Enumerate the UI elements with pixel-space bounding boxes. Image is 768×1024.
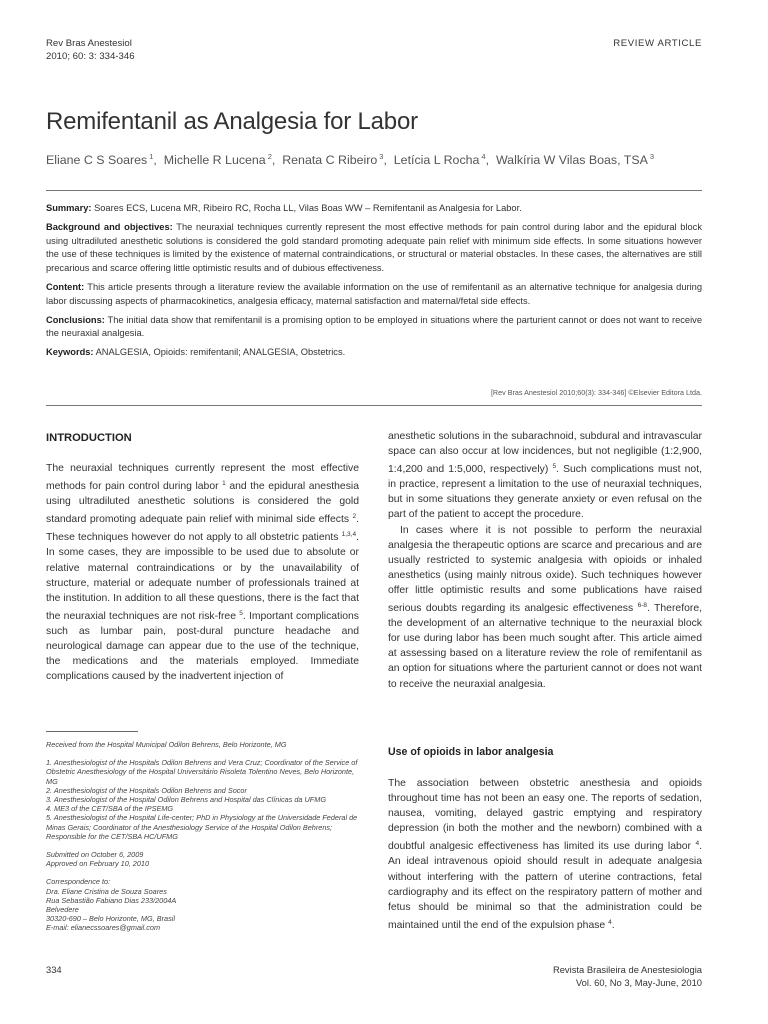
author-separator: , <box>153 153 157 167</box>
left-column-body <box>46 461 359 684</box>
background-text: The neuraxial techniques currently represent the most effective methods for pain control during labor and the epidural block using ultradiluted anesthetic solutions is considered the gold standard promoting adequate pain relief with minimum side effects. In some situations however the use of these techniques is limited by the existence of maternal contraindications, or structural or material obstacles. In these cases, the alternatives are still precarious and scarce offering little optimistic results and of dubious effectiveness. <box>46 221 702 274</box>
text-run: . Important complications such as lumbar pain, post-dural puncture headache and neurological damage can appear due to the use of the technique, the medications and the materials employed. Immediate complications caused by the inadvertent injection of <box>46 610 359 683</box>
footer-journal-name: Revista Brasileira de Anestesiologia <box>552 964 702 975</box>
summary-label: Summary: <box>46 203 92 213</box>
author-affiliation-mark: 3 <box>649 152 655 161</box>
abstract-content <box>46 281 702 309</box>
correspondence-email: E-mail: elianecssoares@gmail.com <box>46 923 161 933</box>
abstract <box>46 202 702 360</box>
right-column-body <box>388 429 702 692</box>
keywords-text: ANALGESIA, Opioids: remifentanil; ANALGESIA, Obstetrics. <box>95 347 346 358</box>
received-from: Received from the Hospital Municipal Odilon Behrens, Belo Horizonte, MG <box>46 740 287 749</box>
author-name: Eliane C S Soares <box>46 153 148 167</box>
text-run: . In some cases, they are impossible to be used due to absolute or relative maternal contraindications or by the unavailability of structure, material or adequate number of professionals trained at the institution. In addition to all these questions, there is the fact that the neuraxial techniques are not risk-free <box>46 532 359 622</box>
summary-text: Soares ECS, Lucena MR, Ribeiro RC, Rocha LL, Vilas Boas WW – Remifentanil as Analgesia for Labor. <box>94 203 522 213</box>
author-affiliation-mark: 3 <box>379 152 384 161</box>
correspondence-line: Dra. Eliane Cristina de Souza Soares <box>46 886 167 896</box>
abstract-keywords <box>46 346 702 360</box>
author-name: Letícia L Rocha <box>393 153 480 167</box>
section-heading-introduction: INTRODUCTION <box>46 432 132 444</box>
divider-top <box>46 190 702 191</box>
article-title: Remifentanil as Analgesia for Labor <box>46 108 418 135</box>
reference-mark: 6-8 <box>637 602 647 610</box>
conclusions-text: The initial data show that remifentanil is a promising option to be employed in situations where the parturient cannot or does not want to receive the neuraxial analgesia. <box>46 314 702 339</box>
citation-line: [Rev Bras Anestesiol 2010;60(3): 334-346] ©Elsevier Editora Ltda. <box>490 388 702 397</box>
author-affiliation-mark: 4 <box>481 152 486 161</box>
text-run: The neuraxial techniques currently represent the most effective methods for pain control during labor <box>46 463 359 493</box>
reference-mark: 5 <box>239 609 243 617</box>
text-run: and the epidural anesthesia using ultradiluted anesthetic solutions is considered the gold standard promoting adequate pain relief with minimal side effects <box>46 481 359 526</box>
journal-abbrev: Rev Bras Anestesiol <box>46 38 132 49</box>
body-paragraph <box>388 776 702 933</box>
conclusions-label: Conclusions: <box>46 314 105 325</box>
approved-date: Approved on February 10, 2010 <box>46 859 150 869</box>
author-affiliation-mark: 2 <box>267 152 272 161</box>
abstract-summary <box>46 202 702 216</box>
text-run: The association between obstetric anesthesia and opioids throughout time has not been an easy one. The reports of sedation, nausea, vomiting, delayed gastric emptying and respiratory depression (in both the mother and the newborn) combined with a doubtful analgesic effectiveness has limited its use during labor <box>388 778 702 853</box>
body-paragraph <box>388 429 702 523</box>
correspondence-line: 30320-690 – Belo Horizonte, MG, Brasil <box>46 914 175 924</box>
author-separator: , <box>485 153 490 167</box>
footnotes <box>46 740 364 933</box>
intro-paragraph <box>46 461 359 684</box>
footer-journal <box>553 964 702 989</box>
affiliation-note: 1. Anesthesiologist of the Hospitals Odilon Behrens and Vera Cruz; Coordinator of the Service of Obstetric Anesthesiology of the Hospital Universitário Risoleta Tolentino Neves, Belo Horizonte, MG <box>46 758 358 786</box>
author-list <box>46 152 654 167</box>
affiliation-note: 2. Anesthesiologist of the Hospitals Odilon Behrens and Socor <box>46 785 247 795</box>
divider-bottom <box>46 405 702 406</box>
text-run: . <box>611 919 615 931</box>
body-paragraph <box>388 523 702 692</box>
right-column-body-2 <box>388 776 702 933</box>
text-run: anesthetic solutions in the subarachnoid, subdural and intravascular space can also occur at low incidences, but not negligible (1:2,900, 1:4,200 and 1:5,000, respectively) <box>388 431 702 476</box>
submitted-date: Submitted on October 6, 2009 <box>46 850 144 860</box>
author-name: Renata C Ribeiro <box>282 153 378 167</box>
correspondence-line: Correspondence to: <box>46 877 111 887</box>
text-run: . Therefore, the development of an alternative technique to the neuraxial block for use during labor has been much sought after. This article aimed at assessing based on a literature review the role of remifentanil as an option for situations where the parturient cannot or does not want to receive the neuraxial analgesia. <box>388 603 702 690</box>
text-run: . An ideal intravenous opioid should result in adequate analgesia without interfering with the pattern of uterine contractions, fetal cardiography and its effect on the respiratory pattern of mother and fetus should be minimal so that the administration could be maintained until the end of the expulsion phase <box>388 841 702 931</box>
content-text: This article presents through a literature review the available information on the use of remifentanil as an alternative technique for analgesia during labor discussing aspects of pharmacokinetics, analgesia efficacy, maternal satisfaction and maternal/fetal side effects. <box>46 281 702 306</box>
author-name: Michelle R Lucena <box>163 153 266 167</box>
affiliation-note: 3. Anesthesiologist of the Hospital Odilon Behrens and Hospital das Clínicas da UFMG <box>46 795 326 805</box>
article-type-label: REVIEW ARTICLE <box>613 38 702 49</box>
abstract-background <box>46 221 702 276</box>
content-label: Content: <box>46 281 85 292</box>
affiliation-note: 5. Anesthesiologist of the Hospital Life-center; PhD in Physiology at the Universidade Federal de Minas Gerais; Coordinator of the Anesthesiology Service of the Hospital Odilon Behrens; Responsible for the CET/SBA HC/UFMG <box>46 813 358 841</box>
reference-mark: 4 <box>695 840 700 848</box>
footer-volume: Vol. 60, No 3, May-June, 2010 <box>575 976 702 988</box>
author-name: Walkíria W Vilas Boas, TSA <box>495 153 648 167</box>
correspondence-line: Rua Sebastião Fabiano Dias 233/2004A <box>46 895 177 905</box>
running-header <box>46 38 135 63</box>
affiliation-note: 4. ME3 of the CET/SBA of the IPSEMG <box>46 804 174 814</box>
background-label: Background and objectives: <box>46 221 173 232</box>
issue-citation: 2010; 60: 3: 334-346 <box>46 50 135 62</box>
reference-mark: 1,3,4 <box>341 531 357 539</box>
reference-mark: 1 <box>222 480 226 488</box>
author-separator: , <box>271 153 276 167</box>
reference-mark: 4 <box>608 918 612 926</box>
subsection-heading: Use of opioids in labor analgesia <box>388 746 554 758</box>
page-number: 334 <box>46 964 62 975</box>
reference-mark: 2 <box>352 513 357 521</box>
correspondence-line: Belvedere <box>46 905 79 915</box>
reference-mark: 5 <box>552 463 557 471</box>
text-run: . These techniques however do not apply to all obstetric patients <box>46 514 359 544</box>
text-run: . Such complications must not, in practice, represent a limitation to the use of neuraxial techniques, but in some situations they generate anxiety or even refusal on the part of the patient to accept the procedure. <box>388 464 702 521</box>
author-separator: , <box>383 153 387 167</box>
abstract-conclusions <box>46 314 702 342</box>
footnote-rule <box>46 731 138 732</box>
text-run: In cases where it is not possible to perform the neuraxial analgesia the therapeutic options are scarce and precarious and are usually restricted to systemic analgesia with opioids or inhaled anesthetics (using mainly nitrous oxide). Such techniques however offer little optimistic results and some publications have raised serious doubts regarding its analgesic effectiveness <box>388 524 702 615</box>
author-affiliation-mark: 1 <box>149 152 154 161</box>
keywords-label: Keywords: <box>46 347 94 358</box>
